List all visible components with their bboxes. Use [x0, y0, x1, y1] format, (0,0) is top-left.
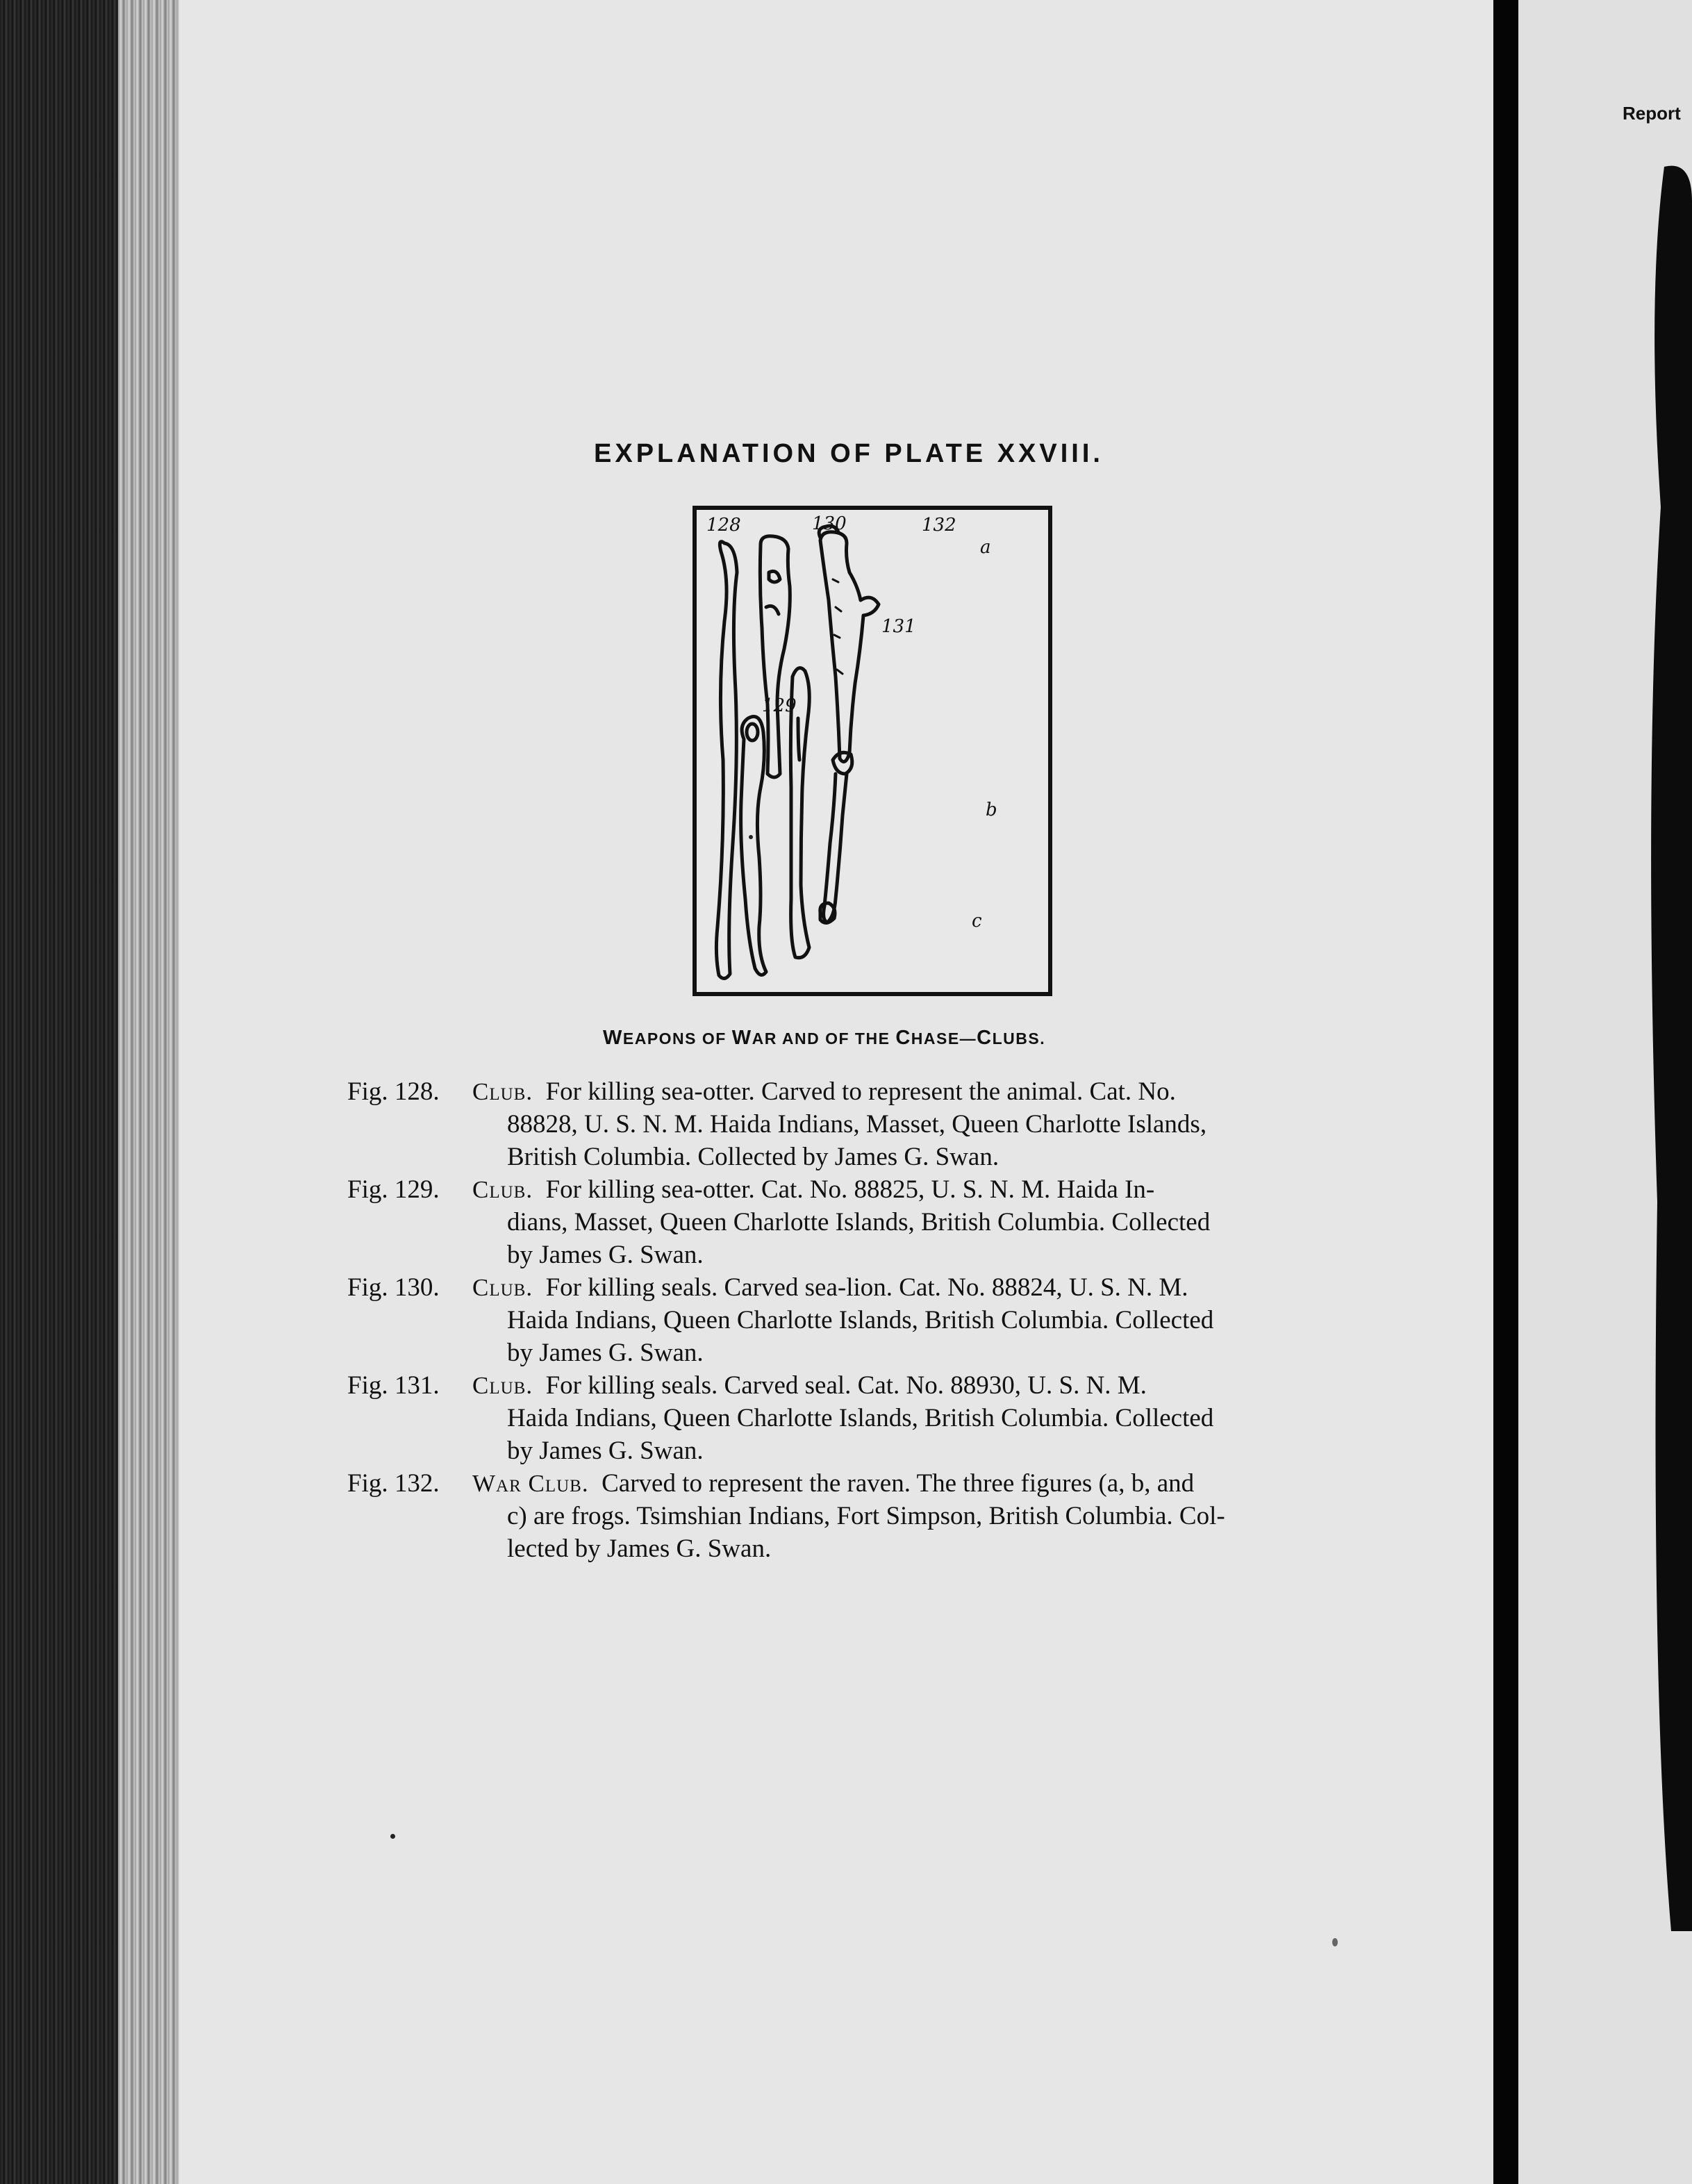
entry-line: by James G. Swan. [507, 1437, 704, 1465]
entry-line: For killing sea-otter. Carved to represent the animal. Cat. No. [545, 1077, 1176, 1106]
entry-line: dians, Masset, Queen Charlotte Islands, British Columbia. Collected [507, 1208, 1211, 1236]
entry-line: For killing seals. Carved sea-lion. Cat. No. 88824, U. S. N. M. [545, 1273, 1188, 1302]
club-128 [716, 542, 737, 979]
fig-number: Fig. 132. [347, 1469, 440, 1498]
entry-head: Club. [472, 1176, 533, 1203]
entry-line: by James G. Swan. [507, 1241, 704, 1269]
fig-number: Fig. 131. [347, 1371, 440, 1400]
club-132-handle [824, 774, 847, 923]
entry-head: Club. [472, 1372, 533, 1399]
entry-head: War Club. [472, 1470, 589, 1497]
print-speck [749, 835, 753, 839]
entry-head: Club. [472, 1078, 533, 1105]
running-header: Report [1623, 103, 1681, 124]
entry-fig-128 [347, 1075, 1417, 1173]
entry-line: For killing sea-otter. Cat. No. 88825, U. S. N. M. Haida In- [545, 1175, 1155, 1204]
entry-line: lected by James G. Swan. [507, 1534, 772, 1563]
entry-line: 88828, U. S. N. M. Haida Indians, Masset, Queen Charlotte Islands, [507, 1110, 1207, 1139]
entry-line: Carved to represent the raven. The three figures (a, b, and [602, 1469, 1195, 1498]
entry-fig-130 [347, 1271, 1417, 1369]
right-page-figure-fragment [1643, 160, 1692, 1931]
entry-line: British Columbia. Collected by James G. Swan. [507, 1143, 1000, 1171]
print-speck [1332, 1938, 1338, 1946]
entry-line: For killing seals. Carved seal. Cat. No. 88930, U. S. N. M. [545, 1371, 1147, 1400]
plate-title: EXPLANATION OF PLATE XXVIII. [594, 439, 1104, 468]
plate-illustration [692, 506, 1052, 996]
plate-caption: WEAPONS OF WAR AND OF THE CHASE—CLUBS. [603, 1027, 1046, 1049]
clubs-drawing [697, 510, 1048, 992]
label-129: 129 [762, 695, 797, 716]
entry-line: Haida Indians, Queen Charlotte Islands, British Columbia. Collected [507, 1404, 1214, 1432]
label-b: b [986, 800, 997, 820]
fig-number: Fig. 128. [347, 1077, 440, 1106]
label-132: 132 [922, 515, 956, 536]
entry-line: by James G. Swan. [507, 1339, 704, 1367]
entry-line: c) are frogs. Tsimshian Indians, Fort Simpson, British Columbia. Col- [507, 1502, 1225, 1530]
label-130: 130 [812, 513, 847, 534]
label-131: 131 [881, 616, 916, 637]
right-page [1518, 0, 1692, 2184]
figure-explanations [347, 1075, 1417, 1565]
fig-number: Fig. 129. [347, 1175, 440, 1204]
entry-fig-129 [347, 1173, 1417, 1271]
entry-fig-132 [347, 1467, 1417, 1565]
club-132 [820, 532, 879, 762]
fig-number: Fig. 130. [347, 1273, 440, 1302]
print-speck [390, 1834, 395, 1839]
club-129 [741, 717, 766, 975]
label-128: 128 [706, 515, 741, 536]
label-c: c [972, 911, 982, 932]
club-129-eye [747, 724, 758, 741]
entry-line: Haida Indians, Queen Charlotte Islands, British Columbia. Collected [507, 1306, 1214, 1334]
entry-fig-131 [347, 1369, 1417, 1467]
entry-head: Club. [472, 1274, 533, 1301]
label-a: a [980, 537, 991, 558]
book-gutter [1493, 0, 1518, 2184]
